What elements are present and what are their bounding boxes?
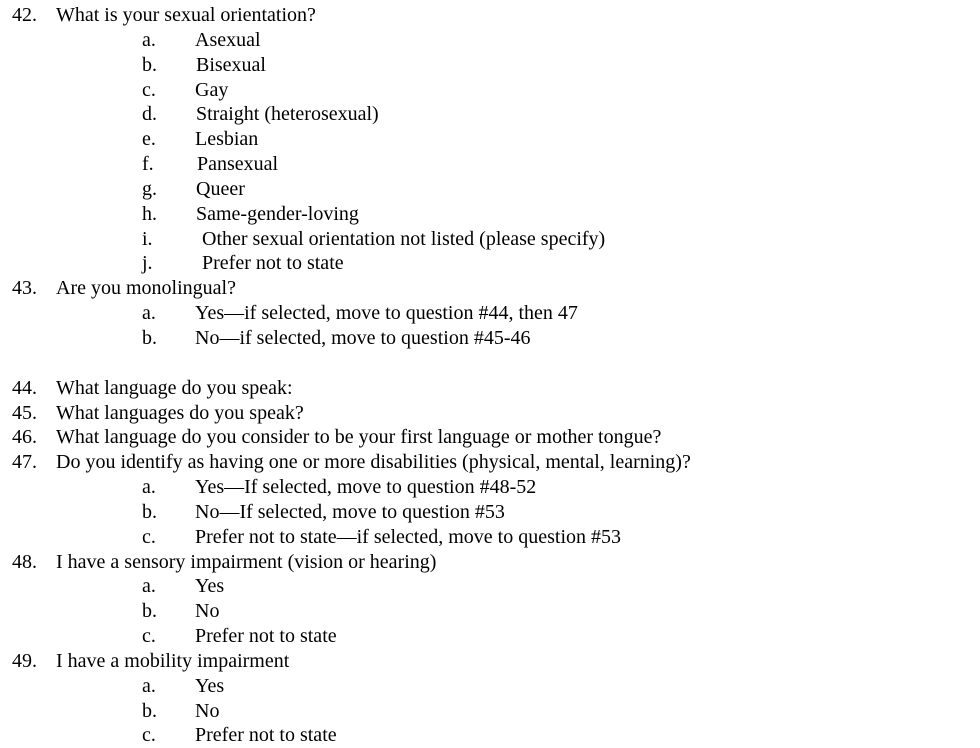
option-text: No <box>195 699 220 722</box>
question-text: What languages do you speak? <box>56 401 304 424</box>
question-text: I have a mobility impairment <box>56 649 290 672</box>
question-number: 47. <box>12 451 37 474</box>
question-45 <box>0 401 980 426</box>
option-letter: a. <box>142 674 156 697</box>
survey-document <box>0 3 980 748</box>
option-text: No <box>195 600 220 623</box>
option-item <box>0 723 980 748</box>
question-48 <box>0 550 980 575</box>
option-text: Straight (heterosexual) <box>196 103 379 126</box>
question-number: 42. <box>12 4 37 26</box>
option-text: Pansexual <box>197 153 279 176</box>
option-item <box>0 674 980 699</box>
question-number: 43. <box>12 277 37 300</box>
option-item <box>0 127 980 152</box>
option-item <box>0 102 980 127</box>
option-letter: b. <box>142 500 157 523</box>
question-42 <box>0 3 980 28</box>
option-letter: j. <box>142 252 153 275</box>
question-number: 48. <box>12 550 37 573</box>
option-letter: e. <box>142 128 156 151</box>
option-item <box>0 251 980 276</box>
option-text: Queer <box>196 177 245 200</box>
question-text: Are you monolingual? <box>56 277 236 300</box>
question-47 <box>0 450 980 475</box>
option-letter: i. <box>142 227 153 250</box>
question-number: 44. <box>12 376 37 399</box>
question-text: What language do you consider to be your first language or mother tongue? <box>56 426 662 449</box>
option-text: Lesbian <box>195 128 259 151</box>
option-letter: a. <box>142 476 156 499</box>
question-number: 45. <box>12 401 37 424</box>
option-letter: f. <box>142 153 154 176</box>
option-letter: h. <box>142 202 157 225</box>
option-item <box>0 500 980 525</box>
option-item <box>0 202 980 227</box>
option-item <box>0 152 980 177</box>
option-item <box>0 624 980 649</box>
option-text: Bisexual <box>196 53 266 76</box>
option-text: No—If selected, move to question #53 <box>195 500 505 523</box>
question-43 <box>0 276 980 301</box>
option-letter: g. <box>142 177 157 200</box>
option-text: Same-gender-loving <box>196 202 359 225</box>
question-number: 46. <box>12 426 37 449</box>
option-text: Yes—If selected, move to question #48-52 <box>195 476 537 499</box>
option-item <box>0 28 980 53</box>
option-item <box>0 78 980 103</box>
question-46 <box>0 425 980 450</box>
option-letter: b. <box>142 326 157 349</box>
option-text: Prefer not to state—if selected, move to question #53 <box>195 525 622 548</box>
option-letter: a. <box>142 302 156 325</box>
question-44 <box>0 376 980 401</box>
option-text: No—if selected, move to question #45-46 <box>195 326 531 349</box>
option-item <box>0 177 980 202</box>
option-letter: c. <box>142 724 156 747</box>
option-letter: b. <box>142 600 157 623</box>
option-item <box>0 599 980 624</box>
option-text: Other sexual orientation not listed (please specify) <box>202 227 606 250</box>
question-text: Do you identify as having one or more disabilities (physical, mental, learning)? <box>56 451 691 474</box>
option-letter: a. <box>142 28 156 51</box>
option-text: Yes—if selected, move to question #44, then 47 <box>195 302 578 325</box>
option-item <box>0 699 980 724</box>
option-item <box>0 301 980 326</box>
option-item <box>0 475 980 500</box>
option-letter: c. <box>142 625 156 648</box>
option-letter: b. <box>142 53 157 76</box>
option-letter: c. <box>142 525 156 548</box>
blank-line <box>0 351 980 376</box>
question-text: What is your sexual orientation? <box>56 4 316 26</box>
question-text: I have a sensory impairment (vision or hearing) <box>56 550 437 573</box>
option-item <box>0 574 980 599</box>
option-item <box>0 525 980 550</box>
question-number: 49. <box>12 649 37 672</box>
option-letter: d. <box>142 103 157 126</box>
option-text: Asexual <box>195 28 261 51</box>
option-text: Gay <box>195 78 229 101</box>
option-text: Yes <box>195 575 225 598</box>
option-item <box>0 53 980 78</box>
option-text: Prefer not to state <box>202 252 344 275</box>
option-item <box>0 326 980 351</box>
option-letter: a. <box>142 575 156 598</box>
option-item <box>0 227 980 252</box>
option-letter: b. <box>142 699 157 722</box>
question-text: What language do you speak: <box>56 376 293 399</box>
option-text: Prefer not to state <box>195 625 337 648</box>
question-49 <box>0 649 980 674</box>
option-text: Yes <box>195 674 225 697</box>
option-text: Prefer not to state <box>195 724 337 747</box>
option-letter: c. <box>142 78 156 101</box>
